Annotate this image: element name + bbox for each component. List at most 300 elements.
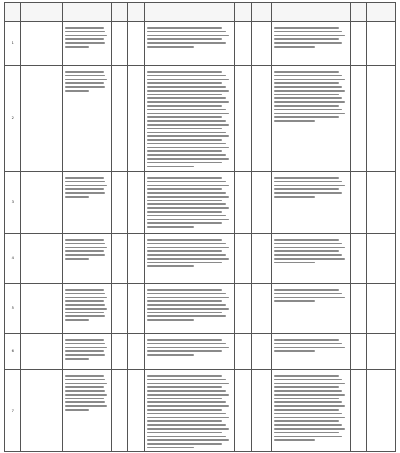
illegible-text-block	[63, 174, 111, 201]
table-cell-exam	[144, 370, 235, 452]
text-line	[274, 254, 341, 256]
cell-text	[112, 202, 127, 204]
table-cell-exam	[144, 234, 235, 284]
cell-text	[351, 410, 366, 412]
cell-text	[367, 118, 395, 120]
text-line	[274, 101, 344, 103]
text-line	[147, 31, 226, 33]
text-line	[147, 436, 226, 438]
text-line	[147, 297, 229, 299]
text-line	[274, 424, 341, 426]
text-line	[274, 35, 344, 37]
text-line	[147, 428, 229, 430]
text-line	[147, 188, 222, 190]
table-cell-code	[21, 172, 62, 234]
cell-text	[351, 118, 366, 120]
table-body	[5, 22, 396, 452]
text-line	[147, 439, 229, 441]
text-line	[274, 413, 341, 415]
header-cell	[144, 3, 235, 22]
table-cell-account	[367, 22, 396, 66]
text-line	[147, 215, 226, 217]
text-line	[274, 71, 338, 73]
text-line	[65, 192, 106, 194]
cell-text: 1	[11, 41, 14, 46]
table-cell-type	[128, 66, 144, 172]
text-line	[65, 319, 89, 321]
table-row	[5, 284, 396, 334]
cell-text	[367, 308, 395, 310]
text-line	[274, 297, 344, 299]
table-cell-account	[367, 284, 396, 334]
header-cell	[62, 3, 111, 22]
text-line	[147, 254, 226, 256]
text-line	[65, 308, 108, 310]
table-cell-unit	[251, 22, 272, 66]
cell-text	[351, 351, 366, 353]
text-line	[147, 192, 226, 194]
text-line	[65, 71, 104, 73]
table-cell-done	[350, 66, 366, 172]
text-line	[65, 38, 104, 40]
text-line	[65, 177, 104, 179]
text-line	[274, 398, 338, 400]
illegible-text-block	[272, 174, 349, 201]
text-line	[65, 27, 104, 29]
text-line	[65, 339, 104, 341]
text-line	[274, 196, 314, 198]
text-line	[65, 42, 106, 44]
text-line	[65, 86, 106, 88]
cell-text	[351, 202, 366, 204]
illegible-text-block	[145, 174, 235, 231]
table-cell-num	[5, 370, 21, 452]
text-line	[147, 120, 226, 122]
table-cell-done	[350, 234, 366, 284]
text-line	[147, 262, 222, 264]
text-line	[147, 401, 226, 403]
text-line	[274, 109, 341, 111]
cell-text	[351, 308, 366, 310]
cell-text	[128, 43, 143, 45]
illegible-text-block	[272, 236, 349, 266]
table-cell-code	[21, 22, 62, 66]
text-line	[274, 293, 341, 295]
table-cell-num	[5, 66, 21, 172]
illegible-text-block	[63, 286, 111, 324]
text-line	[147, 350, 222, 352]
text-line	[147, 258, 229, 260]
text-line	[147, 116, 222, 118]
text-line	[147, 101, 229, 103]
text-line	[147, 443, 222, 445]
cell-text	[21, 258, 61, 260]
table-cell-account	[367, 334, 396, 370]
cell-text	[21, 351, 61, 353]
text-line	[65, 358, 89, 360]
table-cell-done	[350, 370, 366, 452]
text-line	[147, 203, 226, 205]
cell-text	[21, 410, 61, 412]
text-line	[65, 383, 108, 385]
table-cell-type	[128, 284, 144, 334]
cell-text	[367, 258, 395, 260]
cell-text	[112, 308, 127, 310]
cell-text: 4	[11, 256, 14, 261]
text-line	[147, 250, 222, 252]
table-cell-issue	[62, 284, 111, 334]
cell-text	[252, 202, 272, 204]
text-line	[147, 86, 226, 88]
text-line	[65, 398, 104, 400]
cell-text	[112, 258, 127, 260]
table-cell-measure	[272, 334, 350, 370]
text-line	[147, 154, 226, 156]
table-cell-code	[21, 334, 62, 370]
table-cell-exam	[144, 334, 235, 370]
table-cell-valid	[235, 66, 251, 172]
cell-text	[235, 43, 250, 45]
text-line	[65, 394, 108, 396]
text-line	[274, 343, 341, 345]
text-line	[147, 312, 222, 314]
table-row	[5, 234, 396, 284]
cell-text	[235, 258, 250, 260]
header-cell	[350, 3, 366, 22]
table-cell-measure	[272, 234, 350, 284]
text-line	[65, 405, 108, 407]
table-cell-valid	[235, 172, 251, 234]
text-line	[147, 75, 226, 77]
text-line	[147, 379, 226, 381]
table-cell-account	[367, 234, 396, 284]
text-line	[274, 262, 314, 264]
table-cell-account	[367, 66, 396, 172]
text-line	[274, 405, 344, 407]
text-line	[147, 413, 226, 415]
table-row	[5, 334, 396, 370]
text-line	[274, 42, 341, 44]
text-line	[147, 139, 222, 141]
text-line	[147, 339, 222, 341]
text-line	[274, 177, 338, 179]
text-line	[274, 383, 344, 385]
cell-text	[128, 118, 143, 120]
text-line	[147, 243, 226, 245]
text-line	[65, 297, 108, 299]
header-cell	[272, 3, 350, 22]
cell-text	[112, 351, 127, 353]
text-line	[147, 158, 229, 160]
text-line	[274, 339, 338, 341]
text-line	[147, 211, 222, 213]
cell-text	[367, 410, 395, 412]
text-line	[147, 143, 226, 145]
table-cell-issue	[62, 334, 111, 370]
header-cell	[251, 3, 272, 22]
text-line	[147, 293, 226, 295]
table-cell-type	[128, 234, 144, 284]
cell-text	[112, 43, 127, 45]
table-cell-unit	[251, 284, 272, 334]
table-cell-exam	[144, 22, 235, 66]
text-line	[147, 79, 229, 81]
cell-text: 2	[11, 116, 14, 121]
cell-text	[112, 410, 127, 412]
illegible-text-block	[63, 372, 111, 414]
illegible-text-block	[145, 372, 235, 451]
cell-text	[252, 43, 272, 45]
text-line	[147, 42, 226, 44]
table-cell-county	[111, 334, 127, 370]
text-line	[274, 181, 341, 183]
text-line	[147, 347, 229, 349]
text-line	[274, 97, 341, 99]
text-line	[65, 258, 89, 260]
table-cell-done	[350, 172, 366, 234]
text-line	[65, 90, 89, 92]
cell-text	[252, 410, 272, 412]
table-cell-code	[21, 234, 62, 284]
text-line	[65, 315, 106, 317]
text-line	[274, 436, 341, 438]
text-line	[147, 308, 229, 310]
cell-text	[367, 43, 395, 45]
text-line	[147, 398, 222, 400]
illegible-text-block	[63, 24, 111, 51]
text-line	[147, 162, 222, 164]
illegible-text-block	[63, 68, 111, 95]
text-line	[147, 222, 222, 224]
text-line	[274, 420, 338, 422]
text-line	[147, 432, 222, 434]
text-line	[147, 150, 222, 152]
header-cell	[5, 3, 21, 22]
text-line	[65, 181, 106, 183]
text-line	[147, 35, 229, 37]
text-line	[274, 300, 314, 302]
text-line	[274, 347, 344, 349]
text-line	[65, 401, 106, 403]
table-cell-issue	[62, 66, 111, 172]
text-line	[147, 207, 229, 209]
text-line	[274, 192, 341, 194]
table-cell-type	[128, 334, 144, 370]
text-line	[147, 38, 222, 40]
cell-text	[21, 118, 61, 120]
cell-text	[21, 308, 61, 310]
table-cell-unit	[251, 66, 272, 172]
text-line	[274, 379, 341, 381]
text-line	[147, 405, 229, 407]
text-line	[147, 247, 229, 249]
cell-text	[128, 410, 143, 412]
table-cell-measure	[272, 172, 350, 234]
text-line	[65, 409, 89, 411]
cell-text	[21, 202, 61, 204]
cell-text	[112, 118, 127, 120]
text-line	[147, 27, 222, 29]
text-line	[274, 31, 341, 33]
table-cell-measure	[272, 284, 350, 334]
table-header-row	[5, 3, 396, 22]
text-line	[274, 46, 314, 48]
illegible-text-block	[272, 24, 349, 51]
text-line	[147, 383, 229, 385]
table-cell-num	[5, 22, 21, 66]
text-line	[147, 394, 229, 396]
text-line	[274, 439, 314, 441]
text-line	[65, 243, 106, 245]
text-line	[274, 105, 338, 107]
table-cell-done	[350, 284, 366, 334]
text-line	[147, 185, 229, 187]
table-cell-code	[21, 370, 62, 452]
text-line	[65, 300, 104, 302]
text-line	[147, 417, 229, 419]
text-line	[147, 386, 222, 388]
report-table	[4, 2, 396, 452]
cell-text	[252, 351, 272, 353]
text-line	[147, 147, 229, 149]
text-line	[147, 200, 222, 202]
illegible-text-block	[63, 336, 111, 363]
text-line	[65, 82, 104, 84]
header-cell	[367, 3, 396, 22]
table-cell-county	[111, 22, 127, 66]
table-cell-valid	[235, 284, 251, 334]
cell-text	[252, 308, 272, 310]
text-line	[147, 132, 226, 134]
table-cell-valid	[235, 234, 251, 284]
text-line	[147, 315, 226, 317]
table-cell-measure	[272, 370, 350, 452]
illegible-text-block	[145, 286, 235, 324]
table-cell-unit	[251, 234, 272, 284]
text-line	[65, 289, 104, 291]
table-cell-account	[367, 370, 396, 452]
text-line	[65, 375, 104, 377]
cell-text: 5	[11, 306, 14, 311]
header-cell	[21, 3, 62, 22]
cell-text	[367, 202, 395, 204]
table-row	[5, 22, 396, 66]
text-line	[274, 38, 338, 40]
cell-text	[128, 258, 143, 260]
table-cell-issue	[62, 234, 111, 284]
table-cell-issue	[62, 370, 111, 452]
text-line	[147, 420, 222, 422]
table-cell-exam	[144, 66, 235, 172]
cell-text: 6	[11, 349, 14, 354]
text-line	[65, 247, 108, 249]
table-cell-valid	[235, 22, 251, 66]
text-line	[65, 354, 106, 356]
table-cell-exam	[144, 284, 235, 334]
table-cell-num	[5, 172, 21, 234]
text-line	[65, 188, 104, 190]
text-line	[274, 86, 341, 88]
cell-text	[252, 118, 272, 120]
header-cell	[128, 3, 144, 22]
text-line	[147, 128, 222, 130]
table-cell-issue	[62, 172, 111, 234]
text-line	[274, 120, 314, 122]
table-cell-unit	[251, 172, 272, 234]
text-line	[147, 97, 226, 99]
text-line	[147, 177, 222, 179]
text-line	[274, 390, 341, 392]
text-line	[274, 350, 314, 352]
cell-text	[351, 258, 366, 260]
table-cell-valid	[235, 334, 251, 370]
table-cell-valid	[235, 370, 251, 452]
text-line	[65, 304, 106, 306]
table-cell-county	[111, 172, 127, 234]
text-line	[147, 390, 226, 392]
text-line	[65, 386, 104, 388]
text-line	[147, 196, 229, 198]
text-line	[274, 185, 344, 187]
text-line	[274, 375, 338, 377]
table-cell-type	[128, 172, 144, 234]
table-cell-done	[350, 22, 366, 66]
text-line	[274, 82, 338, 84]
table-cell-num	[5, 234, 21, 284]
header-cell	[235, 3, 251, 22]
text-line	[147, 319, 194, 321]
table-cell-type	[128, 370, 144, 452]
text-line	[65, 35, 108, 37]
text-line	[65, 347, 108, 349]
text-line	[147, 304, 226, 306]
text-line	[65, 254, 106, 256]
illegible-text-block	[272, 68, 349, 125]
table-cell-county	[111, 234, 127, 284]
table-cell-exam	[144, 172, 235, 234]
cell-text: 3	[11, 200, 14, 205]
header-cell	[111, 3, 127, 22]
illegible-text-block	[145, 336, 235, 359]
table-cell-unit	[251, 370, 272, 452]
cell-text	[367, 351, 395, 353]
illegible-text-block	[272, 336, 349, 355]
text-line	[274, 79, 344, 81]
illegible-text-block	[272, 372, 349, 444]
illegible-text-block	[272, 286, 349, 305]
cell-text: 7	[11, 408, 14, 413]
text-line	[147, 94, 222, 96]
text-line	[274, 243, 341, 245]
text-line	[65, 196, 89, 198]
text-line	[274, 409, 338, 411]
cell-text	[235, 410, 250, 412]
text-line	[65, 250, 104, 252]
cell-text	[21, 43, 61, 45]
text-line	[147, 343, 226, 345]
text-line	[274, 116, 338, 118]
illegible-text-block	[145, 24, 235, 51]
text-line	[147, 46, 194, 48]
text-line	[147, 113, 229, 115]
text-line	[147, 105, 222, 107]
text-line	[65, 390, 106, 392]
table-cell-measure	[272, 22, 350, 66]
text-line	[274, 417, 344, 419]
table-cell-account	[367, 172, 396, 234]
text-line	[147, 219, 229, 221]
text-line	[65, 46, 89, 48]
